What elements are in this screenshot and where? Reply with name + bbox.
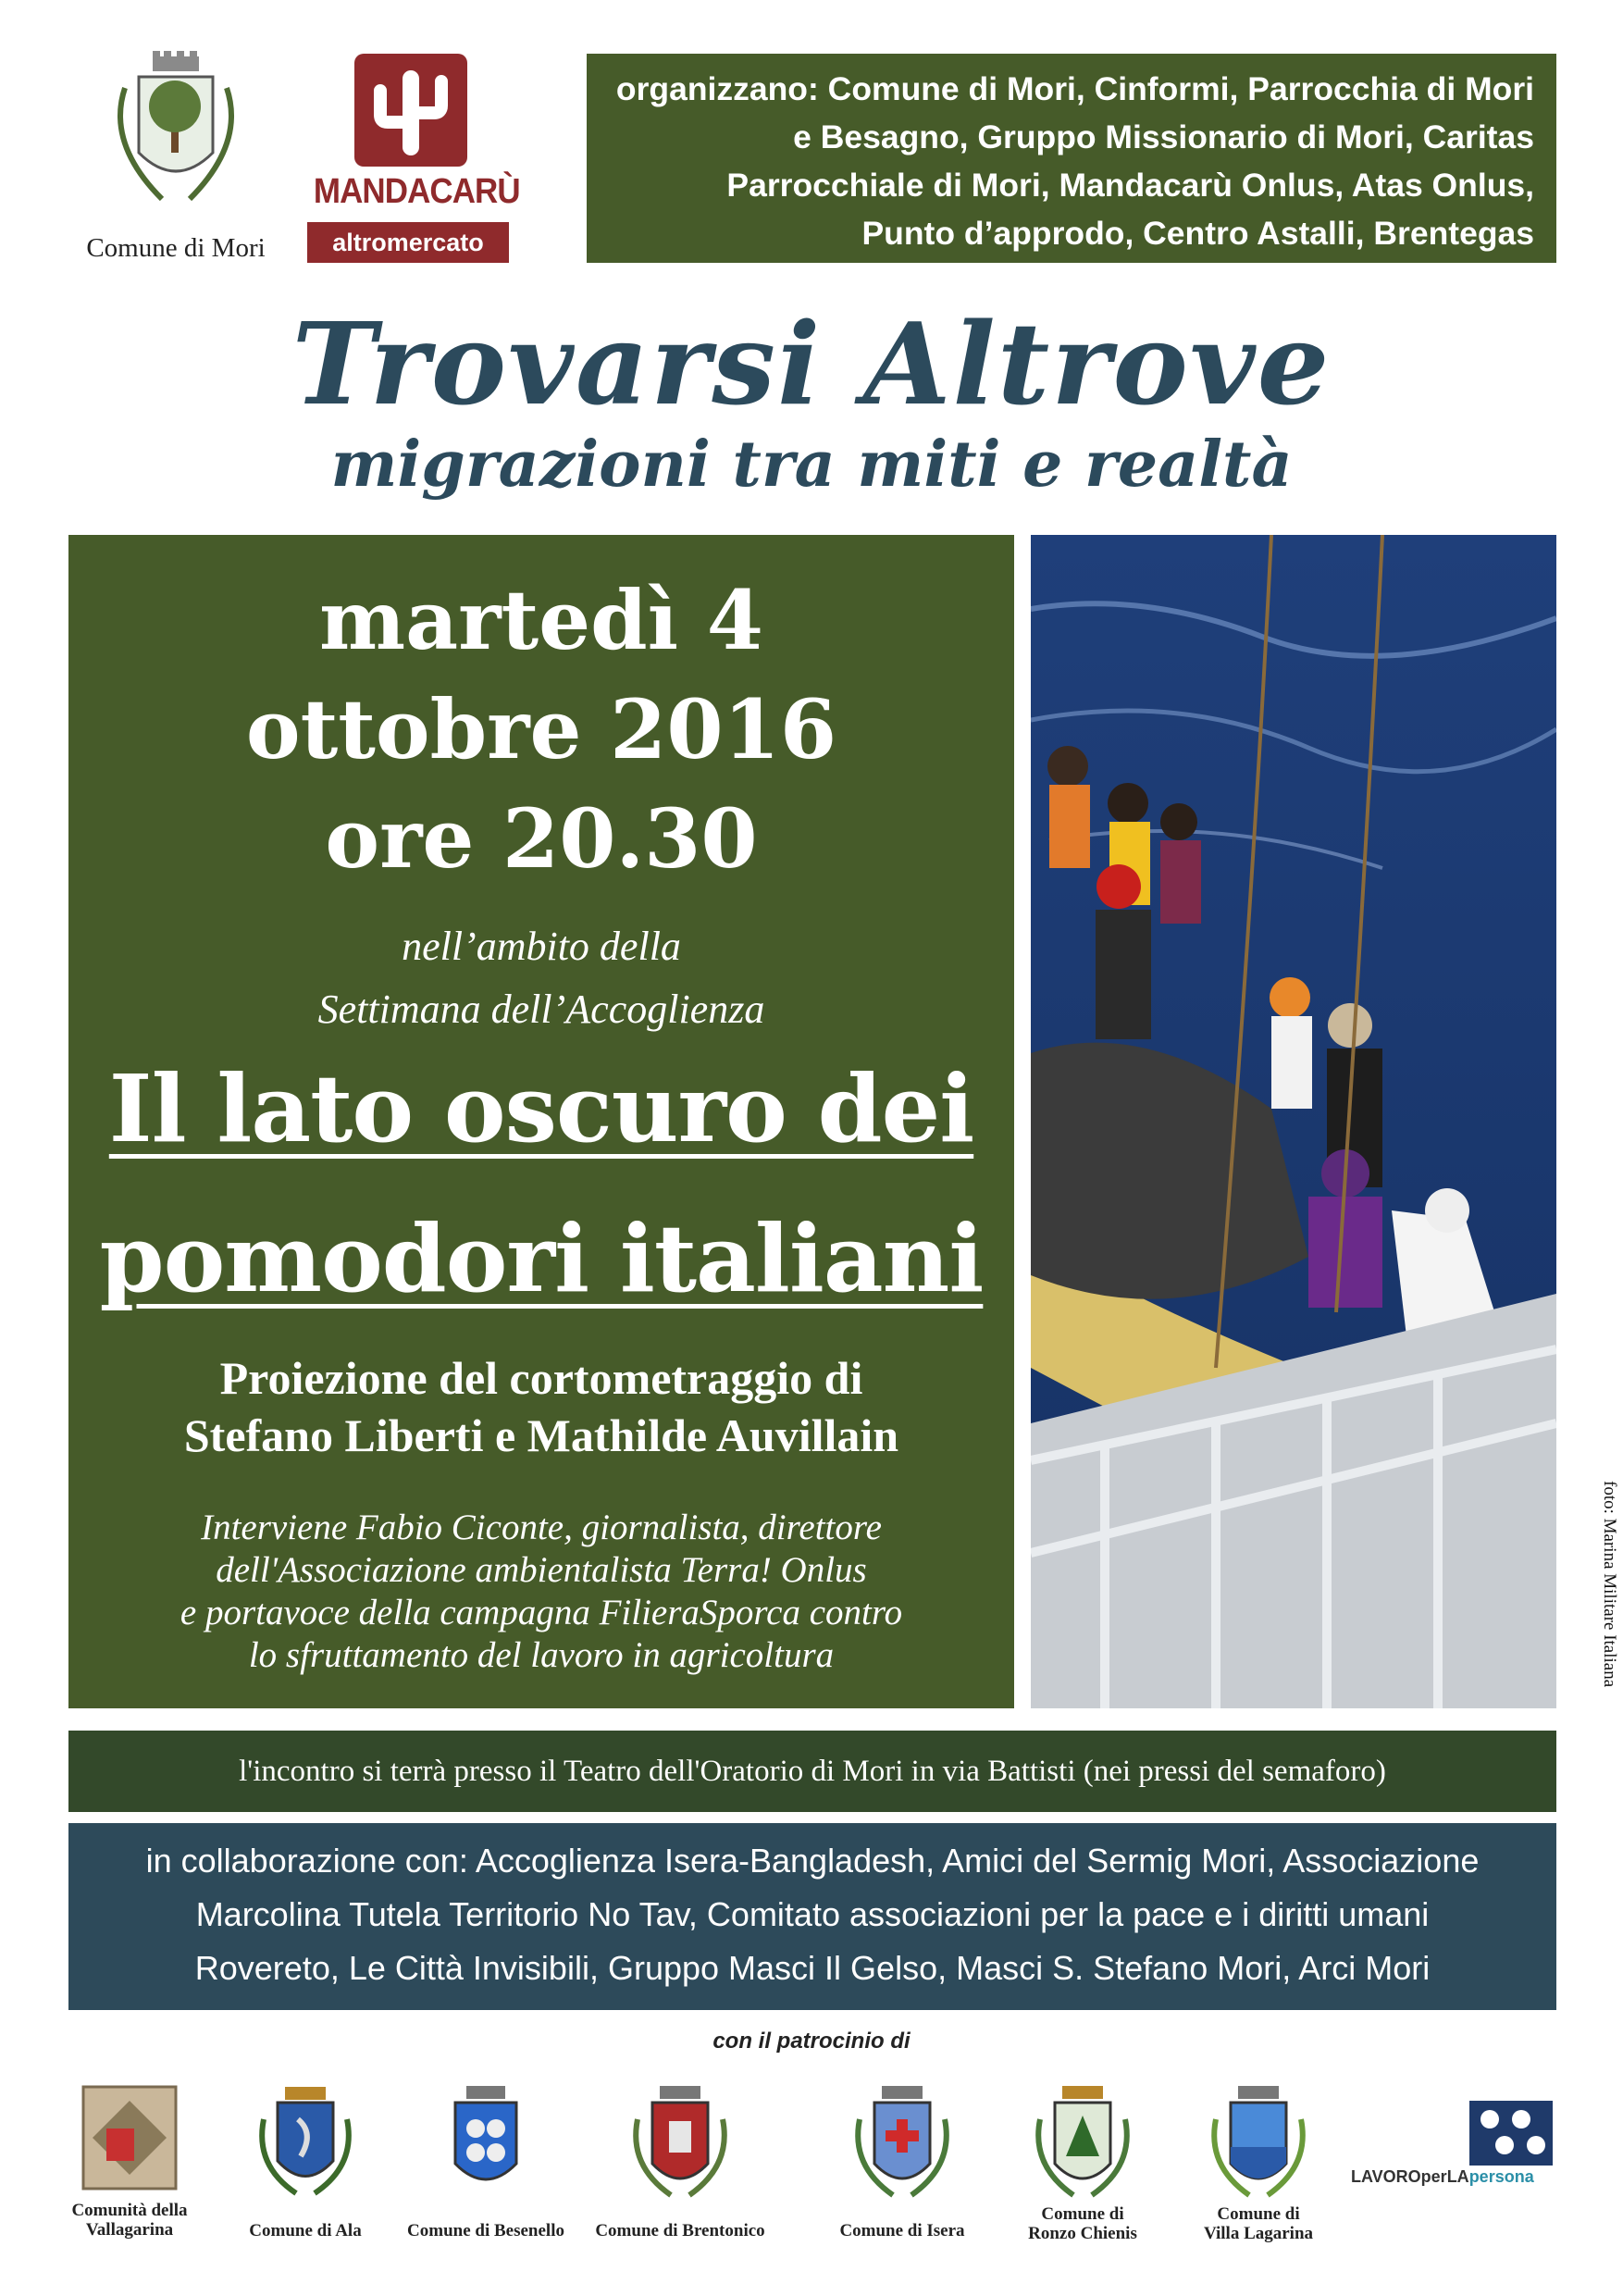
speaker-line: e portavoce della campagna FilieraSporca contro	[180, 1593, 903, 1632]
patron-brentonico	[592, 2082, 768, 2249]
patronage-label: con il patrocinio di	[712, 2029, 911, 2054]
lavoro-per-la-persona-icon	[1469, 2101, 1553, 2166]
event-context-line: nell’ambito della	[402, 924, 681, 969]
organizers-line: e Besagno, Gruppo Missionario di Mori, Caritas	[793, 118, 1534, 155]
collaboration-line: Marcolina Tutela Territorio No Tav, Comitato associazioni per la pace e i diritti umani	[195, 1895, 1430, 1933]
vallagarina-emblem-icon	[79, 2082, 180, 2193]
projection-line: Proiezione del cortometraggio di	[219, 1352, 863, 1404]
speaker-line: dell'Associazione ambientalista Terra! Onlus	[216, 1550, 867, 1590]
organizers-line: organizzano: Comune di Mori, Cinformi, Parrocchia di Mori	[615, 70, 1534, 107]
mandacaru-wordmark: MANDACARÙ	[313, 172, 520, 211]
comune-di-mori-label: Comune di Mori	[86, 233, 266, 263]
patron-label: Ronzo Chienis	[1028, 2224, 1137, 2243]
besenello-coat-of-arms-icon	[435, 2082, 537, 2203]
mandacaru-logo	[305, 54, 520, 265]
venue-bar: l'incontro si terrà presso il Teatro dell'Oratorio di Mori in via Battisti (nei pressi del semaforo)	[68, 1731, 1556, 1812]
patron-label: Comune di Ala	[249, 2221, 362, 2240]
mori-coat-of-arms-icon	[97, 51, 254, 217]
patron-besenello	[398, 2082, 574, 2249]
lavoro-per-la-persona-logo	[1351, 2110, 1555, 2203]
altromercato-wordmark: altromercato	[307, 222, 509, 263]
patron-ala	[217, 2082, 393, 2249]
patron-label: Comune di Brentonico	[595, 2221, 765, 2240]
organizers-line: Punto d’approdo, Centro Astalli, Brentegas	[861, 215, 1534, 252]
cactus-icon	[354, 54, 467, 167]
event-date-month-year: ottobre 2016	[245, 681, 837, 777]
organizers-box	[587, 54, 1556, 263]
event-date-day: martedì 4	[319, 572, 763, 668]
lavoro-logo-text: LAVOROper	[1351, 2167, 1447, 2186]
brentonico-coat-of-arms-icon	[625, 2082, 736, 2203]
film-title-line: Il lato oscuro dei	[108, 1054, 974, 1163]
patron-label: Villa Lagarina	[1203, 2224, 1314, 2243]
isera-coat-of-arms-icon	[847, 2082, 958, 2203]
speaker-line: Interviene Fabio Ciconte, giornalista, direttore	[201, 1508, 882, 1547]
migrants-boat-photo	[1031, 535, 1556, 1708]
lavoro-logo-text: persona	[1468, 2167, 1534, 2186]
patron-label: Comune di	[1217, 2204, 1300, 2224]
collaboration-box	[68, 1823, 1556, 2010]
speaker-line: lo sfruttamento del lavoro in agricoltura	[248, 1635, 835, 1675]
patron-label: Vallagarina	[85, 2220, 174, 2240]
patron-vallagarina	[42, 2082, 217, 2249]
lavoro-logo-text: LA	[1446, 2167, 1469, 2186]
photo-credit: foto: Marina Militare Italiana	[1600, 1481, 1619, 1688]
patron-villa-lagarina	[1171, 2082, 1346, 2249]
collaboration-line: Rovereto, Le Città Invisibili, Gruppo Masci Il Gelso, Masci S. Stefano Mori, Arci Mori	[194, 1949, 1431, 1987]
patron-label: Comune di Isera	[839, 2221, 965, 2240]
event-details-box	[68, 535, 1014, 1708]
event-subtitle: migrazioni tra miti e realtà	[330, 428, 1293, 502]
patron-label: Comunità della	[71, 2201, 188, 2220]
ronzo-chienis-coat-of-arms-icon	[1027, 2082, 1138, 2203]
event-context-line: Settimana dell’Accoglienza	[317, 987, 765, 1032]
patron-label: Comune di	[1041, 2204, 1124, 2224]
ala-coat-of-arms-icon	[250, 2082, 361, 2203]
villa-lagarina-coat-of-arms-icon	[1203, 2082, 1314, 2203]
collaboration-line: in collaborazione con: Accoglienza Isera-Bangladesh, Amici del Sermig Mori, Associazione	[145, 1842, 1480, 1880]
comune-di-mori-logo	[74, 51, 278, 264]
patron-label: Comune di Besenello	[407, 2221, 564, 2240]
event-time: ore 20.30	[325, 790, 758, 887]
event-title: Trovarsi Altrove	[291, 297, 1332, 430]
patron-ronzo-chienis	[995, 2082, 1171, 2249]
film-title-line: pomodori italiani	[99, 1204, 984, 1313]
patron-isera	[814, 2082, 990, 2249]
organizers-line: Parrocchiale di Mori, Mandacarù Onlus, Atas Onlus,	[726, 167, 1534, 204]
projection-line: Stefano Liberti e Mathilde Auvillain	[183, 1409, 899, 1461]
